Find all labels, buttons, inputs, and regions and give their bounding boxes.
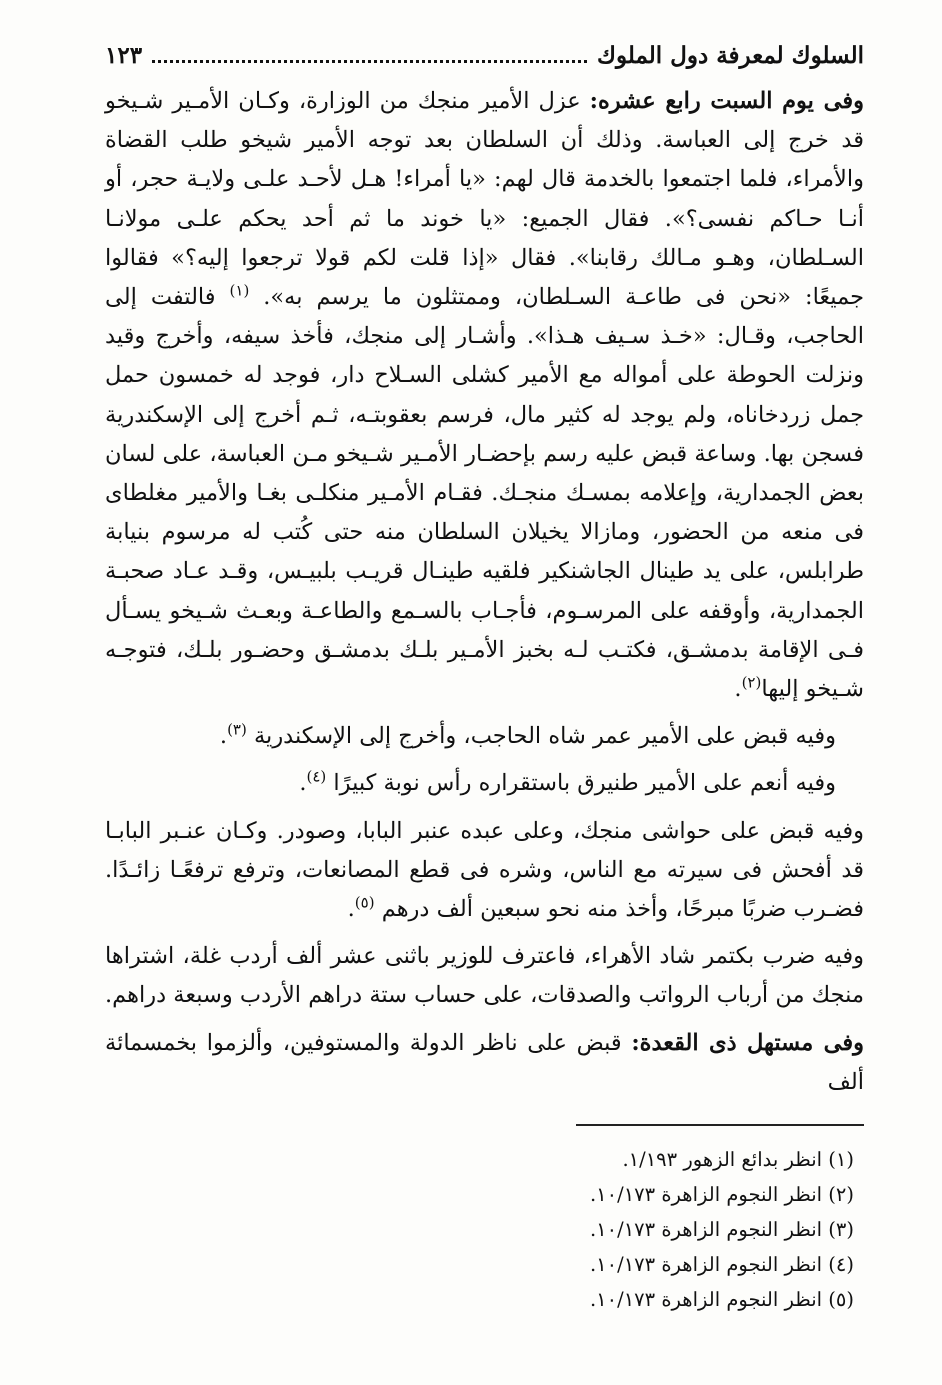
paragraph-3 xyxy=(105,764,864,803)
paragraph-text: قبض على ناظر الدولة والمستوفين، وألزموا بخمسمائة ألف xyxy=(105,1029,864,1095)
header-leader-dots xyxy=(152,59,587,63)
footnote-4: (٤) انظر النجوم الزاهرة ١٠/١٧٣. xyxy=(589,1253,854,1277)
paragraph-1 xyxy=(105,82,864,709)
page-number: ١٢٣ xyxy=(105,42,143,69)
footnote-1: (١) انظر بدائع الزهور ١/١٩٣. xyxy=(622,1148,854,1172)
footnote-ref: (٤) xyxy=(306,767,327,786)
paragraph-lead: وفى يوم السبت رابع عشره: xyxy=(589,88,864,114)
paragraph-6 xyxy=(105,1024,864,1102)
footnote-ref: (٢) xyxy=(741,673,762,692)
footnote-2: (٢) انظر النجوم الزاهرة ١٠/١٧٣. xyxy=(589,1183,854,1207)
footnote-ref: (١) xyxy=(229,281,250,300)
paragraph-tail: . xyxy=(219,723,228,750)
paragraph-tail: . xyxy=(734,676,742,703)
paragraph-text: وفيه ضرب بكتمر شاد الأهراء، فاعترف للوزير باثنى عشر ألف أردب غلة، اشتراها منجك من أرباب الرواتب والصدقات، على حساب ستة دراهم الأردب وسبعة دراهم. xyxy=(105,943,864,1009)
footnote-3: (٣) انظر النجوم الزاهرة ١٠/١٧٣. xyxy=(589,1218,854,1242)
footnote-ref: (٣) xyxy=(227,720,247,739)
footnote-ref: (٥) xyxy=(354,893,375,912)
paragraph-text: وفيه أنعم على الأمير طنيرق باستقراره رأس نوبة كبيرًا xyxy=(326,770,836,797)
running-header xyxy=(105,36,864,82)
paragraph-text: عزل الأمير منجك من الوزارة، وكـان الأمـير شـيخو قد خرج إلى العباسة. وذلك أن السلطان بعد توجه الأمير شيخو طلب القضاة والأمراء، فلما اجتمعوا بالخدمة قال لهم: «يا أمراء! هـل لأحـد علـى ولايـة حجر، أو أنـا حـاكم نفسى؟». فقال الجميع: «يا خوند ما ثم أحد يحكم علـى مولانـا السـلطان، وهـو مـالك رقابنا». فقال «إذا قلت لكم قولا ترجعوا إليه؟» فقالوا جميعًا: «نحن فى طاعـة السـلطان، وممتثلون ما يرسم به». xyxy=(105,88,864,311)
book-title: السلوك لمعرفة دول الملوك xyxy=(596,42,864,69)
paragraph-4 xyxy=(105,812,864,930)
footnote-separator xyxy=(576,1124,864,1126)
paragraph-tail: . xyxy=(347,896,355,923)
footnotes xyxy=(105,1142,864,1317)
footnote-5: (٥) انظر النجوم الزاهرة ١٠/١٧٣. xyxy=(589,1288,854,1312)
paragraph-text: وفيه قبض على الأمير عمر شاه الحاجب، وأخرج إلى الإسكندرية xyxy=(246,723,836,750)
paragraph-lead: وفى مستهل ذى القعدة: xyxy=(631,1029,864,1056)
paragraph-5 xyxy=(105,937,864,1015)
paragraph-2 xyxy=(105,717,864,756)
paragraph-text: فالتفت إلى الحاجب، وقـال: «خـذ سـيف هـذا». وأشـار إلى منجك، فأخذ سيفه، وأخرج وقيد ونزلت الحوطة على أمواله مع الأمير كشلى السـلاح دار، فوجد له خمسون حمل جمل زردخاناه، ولم يوجد له كثير مال، فرسم بعقوبتـه، ثـم أخرج إلى الإسكندرية فسجن بها. وساعة قبض عليه رسم بإحضـار الأمـير شـيخو مـن العباسة، على لسان بعض الجمدارية، وإعلامه بمسـك منجـك. فقـام الأمـير منكلـى بغـا والأمير مغلطاى فى منعه من الحضور، ومازالا يخيلان السلطان منه حتى كُتب له مرسوم بنيابة طرابلس، على يد طينال الجاشنكير فلقيه طينـال قريـب بلبيـس، وقـد عـاد صحبـة الجمدارية، وأوقفه على المرسـوم، فأجـاب بالسـمع والطاعـة وبعـث شـيخو يسـأل فـى الإقامة بدمشـق، فكتـب لـه بخبز الأمـير بلـك بدمشـق وحضـور بلـك، فتوجـه شـيخو إليها xyxy=(105,284,864,703)
paragraph-text: وفيه قبض على حواشى منجك، وعلى عبده عنبر البابا، وصودر. وكـان عنـبر البابـا قد أفحش فى سيرته مع الناس، وشره فى قطع المصانعات، وترفع ترفعًـا زائـدًا. فضـرب ضربًا مبرحًا، وأخذ منه نحو سبعين ألف درهم xyxy=(105,817,864,923)
paragraph-tail: . xyxy=(299,770,307,797)
